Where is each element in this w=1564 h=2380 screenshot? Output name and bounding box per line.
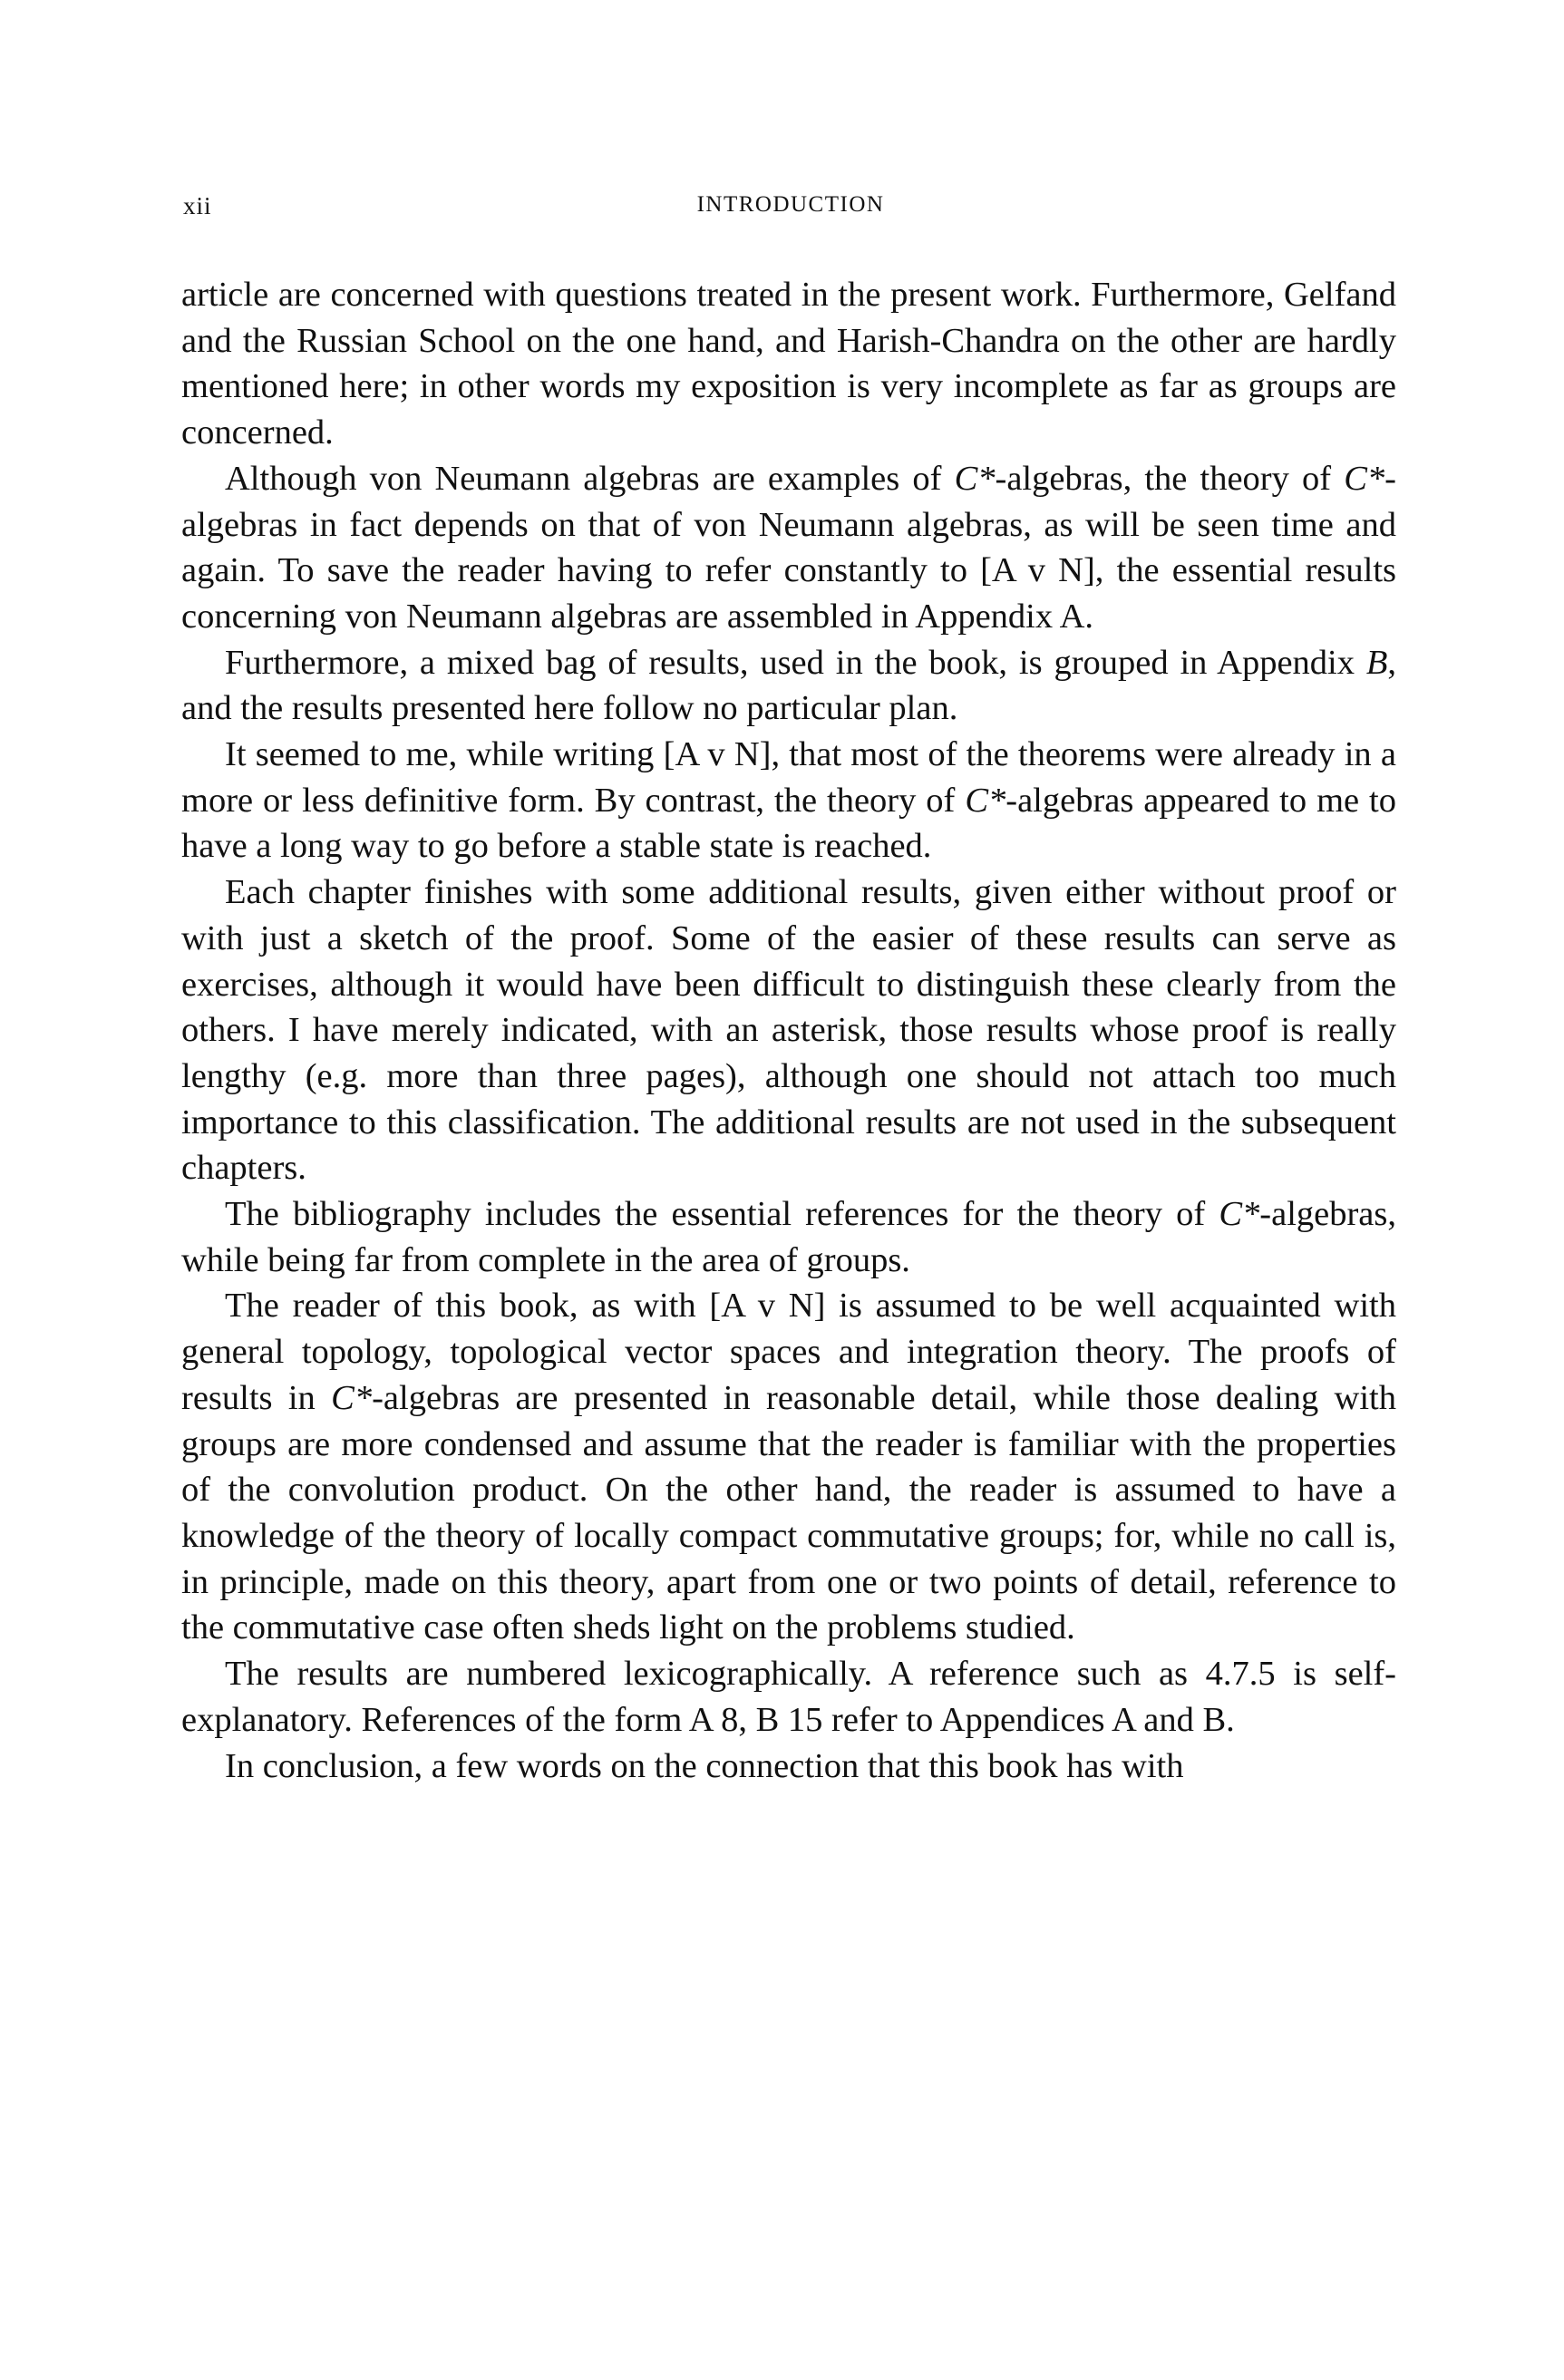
running-title: INTRODUCTION bbox=[696, 192, 885, 217]
running-head bbox=[183, 192, 1398, 228]
paragraph-3-appendix-b: B bbox=[1365, 643, 1388, 682]
paragraph-6-part-2: -algebras, while being far from complete in the area of groups. bbox=[181, 1195, 1396, 1279]
paragraph-7-part-1: The reader of this book, as with [A v N] is assumed to be well acquainted with general topology, topological vector spaces and integration theory. The proofs of results in bbox=[181, 1287, 1396, 1417]
paragraph-3-part-2: , and the results presented here follow no particular plan. bbox=[181, 643, 1396, 728]
paragraph-8: The results are numbered lexicographically. A reference such as 4.7.5 is self-explanatory. References of the form A 8, B 15 refer to Appendices A and B. bbox=[181, 1655, 1396, 1739]
paragraph-4-c-star: C* bbox=[965, 781, 1006, 820]
paragraph-7-c-star: C* bbox=[331, 1378, 373, 1417]
page-number: xii bbox=[183, 192, 212, 219]
paragraph-4-part-2: -algebras appeared to me to have a long way to go before a stable state is reached. bbox=[181, 781, 1397, 866]
paragraph-6 bbox=[181, 1191, 1396, 1283]
paragraph-2-c-star-2: C* bbox=[1344, 459, 1385, 498]
paragraph-2-part-1: Although von Neumann algebras are examples of bbox=[225, 459, 955, 498]
paragraph-2 bbox=[181, 456, 1396, 640]
paragraph-4 bbox=[181, 732, 1396, 869]
body-text bbox=[181, 272, 1396, 1789]
paragraph-2-c-star-1: C* bbox=[954, 459, 996, 498]
paragraph-3-part-1: Furthermore, a mixed bag of results, used in the book, is grouped in Appendix bbox=[225, 643, 1366, 682]
paragraph-5: Each chapter finishes with some additional results, given either without proof or with just a sketch of the proof. Some of the easier of these results can serve as exercises, although it would have been difficult to distinguish these clearly from the others. I have merely indicated, with an asterisk, those results whose proof is really lengthy (e.g. more than three pages), although one should not attach too much importance to this classification. The additional results are not used in the subsequent chapters. bbox=[181, 873, 1396, 1188]
paragraph-6-c-star: C* bbox=[1219, 1195, 1260, 1234]
paragraph-2-part-3: -algebras in fact depends on that of von Neumann algebras, as will be seen time and again. To save the reader having to refer constantly to [A v N], the essential results concerning von Neumann algebras are assembled in Appendix A. bbox=[181, 459, 1396, 636]
paragraph-1: article are concerned with questions treated in the present work. Furthermore, Gelfand and the Russian School on the one hand, and Harish-Chandra on the other are hardly mentioned here; in other words my exposition is very incomplete as far as groups are concerned. bbox=[181, 276, 1396, 452]
paragraph-6-part-1: The bibliography includes the essential references for the theory of bbox=[225, 1195, 1219, 1234]
paragraph-4-part-1: It seemed to me, while writing [A v N], that most of the theorems were already in a more or less definitive form. By contrast, the theory of bbox=[181, 735, 1396, 820]
paragraph-3 bbox=[181, 640, 1396, 732]
paragraph-7-part-2: -algebras are presented in reasonable detail, while those dealing with groups are more condensed and assume that the reader is familiar with the properties of the convolution product. On the other hand, the reader is assumed to have a knowledge of the theory of locally compact commutative groups; for, while no call is, in principle, made on this theory, apart from one or two points of detail, reference to the commutative case often sheds light on the problems studied. bbox=[181, 1378, 1397, 1647]
paragraph-7 bbox=[181, 1283, 1396, 1651]
paragraph-9: In conclusion, a few words on the connection that this book has with bbox=[225, 1746, 1184, 1785]
paragraph-2-part-2: -algebras, the theory of bbox=[995, 459, 1345, 498]
